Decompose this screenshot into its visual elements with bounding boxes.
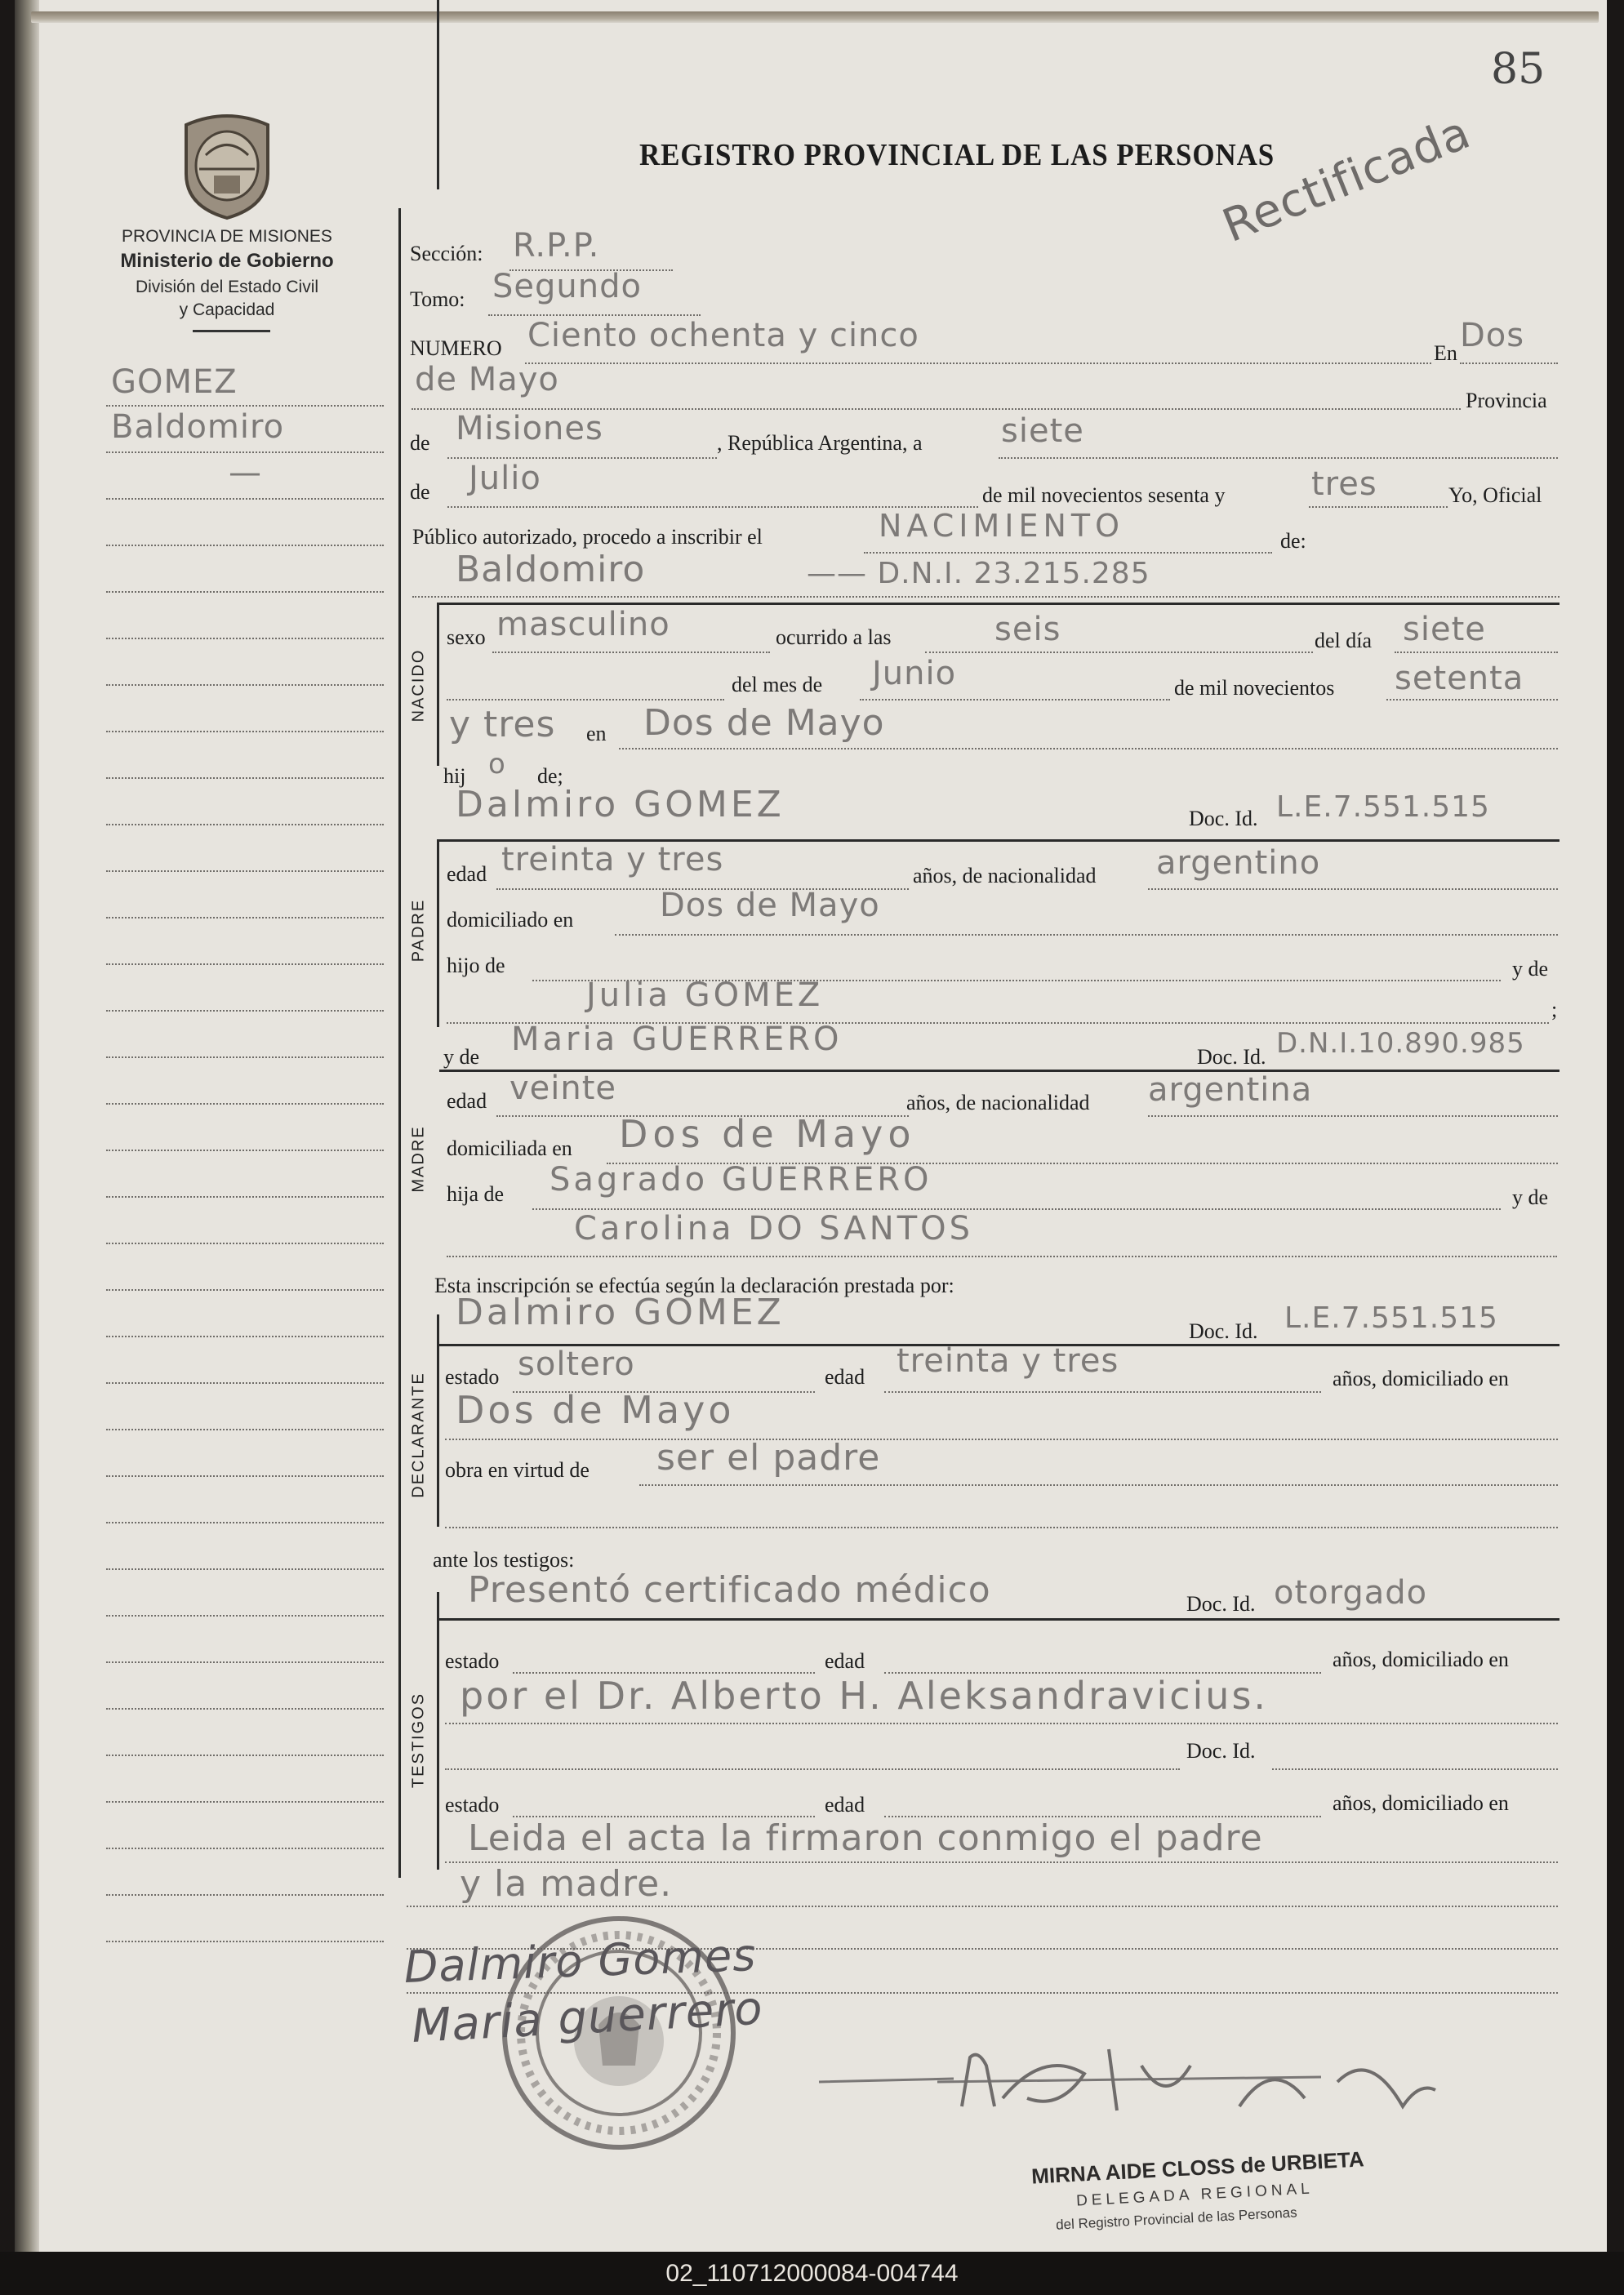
declarante-estado-value: soltero <box>518 1345 635 1383</box>
padre-y-de-label: y de <box>1512 957 1549 981</box>
de-label-2: de <box>410 480 430 504</box>
padre-edad-label: edad <box>447 862 487 886</box>
madre-madre-value: Carolina DO SANTOS <box>574 1210 974 1248</box>
mes-value: Julio <box>469 460 541 497</box>
rectificada-annotation: Rectificada <box>1215 105 1479 253</box>
anio-value: tres <box>1311 465 1377 503</box>
margin-ruled-line <box>106 1475 384 1477</box>
coat-of-arms-seal <box>178 110 276 220</box>
margin-ruled-line <box>106 1708 384 1710</box>
declarante-intro: Esta inscripción se efectúa según la declaración prestada por: <box>434 1274 954 1297</box>
tomo-label: Tomo: <box>410 287 465 311</box>
hijo-label: hij <box>443 764 466 788</box>
margin-ruled-line <box>106 1755 384 1756</box>
margin-ruled-line <box>106 777 384 779</box>
madre-doc-value: D.N.I.10.890.985 <box>1276 1027 1525 1060</box>
declarante-edad-line <box>884 1391 1321 1393</box>
margin-surname: GOMEZ <box>111 363 238 401</box>
testigos-doc2-line <box>1272 1768 1558 1770</box>
document-page <box>15 0 1607 2252</box>
margin-ruled-line <box>106 731 384 732</box>
de-colon-label: de: <box>1280 529 1306 553</box>
margin-ruled-line <box>106 1615 384 1617</box>
book-spine <box>15 0 39 2252</box>
padre-domiciliado-label: domiciliado en <box>447 908 574 932</box>
padre-domicilio-value: Dos de Mayo <box>660 887 880 924</box>
acto-line <box>864 552 1272 554</box>
declarante-domicilio-value: Dos de Mayo <box>456 1388 735 1432</box>
margin-ruled-line <box>106 498 384 500</box>
mes-pre-line <box>447 699 724 701</box>
testigos-edad-label: edad <box>825 1649 865 1673</box>
padre-nacionalidad-label: años, de nacionalidad <box>913 864 1097 887</box>
declarante-obra-label: obra en virtud de <box>445 1458 590 1482</box>
padre-doc-value: L.E.7.551.515 <box>1276 790 1490 824</box>
padre-doc-label: Doc. Id. <box>1189 807 1258 830</box>
madre-domiciliada-label: domiciliada en <box>447 1136 572 1160</box>
ministry-name: Ministerio de Gobierno <box>120 250 334 272</box>
margin-ruled-line <box>106 1336 384 1337</box>
nacido-anio-1: setenta <box>1395 660 1524 697</box>
padre-edad-value: treinta y tres <box>501 841 724 878</box>
signature-mother: Maria guerrero <box>410 1981 765 2053</box>
nacido-mes-line <box>860 699 1170 701</box>
numero-label: NUMERO <box>410 336 502 360</box>
en-label: En <box>1434 341 1457 365</box>
de-mil-label: de mil novecientos sesenta y <box>982 483 1226 507</box>
testigos-line-4: y la madre. <box>460 1863 673 1905</box>
republica-label: , República Argentina, a <box>717 431 923 455</box>
del-mes-label: del mes de <box>732 673 823 696</box>
declarante-nombre-value: Dalmiro GOMEZ <box>456 1292 785 1333</box>
margin-ruled-line <box>106 1243 384 1244</box>
margin-ruled-line <box>106 1010 384 1012</box>
margin-ruled-line <box>106 1941 384 1942</box>
page-top-band <box>31 11 1599 23</box>
testigos-side-label: TESTIGOS <box>409 1692 428 1789</box>
margin-ruled-line <box>106 1661 384 1663</box>
padre-hijo-de-label: hijo de <box>447 954 505 977</box>
margin-ruled-line <box>106 638 384 639</box>
testigos-left-rule <box>437 1592 439 1870</box>
provincia-value: Misiones <box>456 410 603 447</box>
yo-oficial-label: Yo, Oficial <box>1448 483 1542 507</box>
madre-nacionalidad-label: años, de nacionalidad <box>906 1091 1090 1114</box>
margin-ruled-line <box>106 824 384 825</box>
testigos-doc2-pre-line <box>445 1768 1180 1770</box>
margin-ruled-line <box>106 1848 384 1849</box>
margin-ruled-line <box>106 1801 384 1803</box>
header-rule <box>193 330 270 332</box>
sexo-line <box>492 652 770 653</box>
margin-ruled-line <box>106 1196 384 1198</box>
margin-ruled-line <box>106 963 384 965</box>
margin-ruled-line <box>106 451 384 453</box>
testigos-doc-label: Doc. Id. <box>1186 1592 1256 1616</box>
margin-ruled-line <box>106 917 384 918</box>
official-name: MIRNA AIDE CLOSS de URBIETA <box>1030 2146 1365 2189</box>
de-label: de <box>410 431 430 455</box>
hora-value: seis <box>994 611 1061 648</box>
scan-filename: 02_110712000084-004744 <box>0 2252 1624 2295</box>
seccion-value: R.P.P. <box>513 227 600 265</box>
margin-ruled-line <box>106 591 384 593</box>
declarante-side-label: DECLARANTE <box>409 1372 428 1498</box>
nacido-anio-2: y tres <box>449 704 556 745</box>
declarante-doc-value: L.E.7.551.515 <box>1284 1301 1498 1335</box>
nacido-lugar-line <box>619 748 1558 749</box>
nacido-en-label: en <box>586 722 607 745</box>
declarante-left-rule <box>437 1314 439 1527</box>
nombre-line <box>412 596 1559 598</box>
declarante-estado-label: estado <box>445 1365 500 1389</box>
declarante-edad-value: treinta y tres <box>897 1342 1119 1380</box>
official-title: DELEGADA REGIONAL <box>1075 2180 1315 2210</box>
margin-given-name: Baldomiro <box>111 408 285 446</box>
padre-nacionalidad-line <box>1148 888 1558 890</box>
acto-value: NACIMIENTO <box>879 508 1125 544</box>
margin-ruled-line <box>106 1056 384 1058</box>
sexo-label: sexo <box>447 625 486 649</box>
document-title: REGISTRO PROVINCIAL DE LAS PERSONAS <box>639 138 1275 172</box>
margin-ruled-line <box>106 1289 384 1291</box>
official-office: del Registro Provincial de las Personas <box>1055 2204 1298 2233</box>
del-dia-label: del día <box>1315 629 1373 652</box>
declarante-extra-line <box>445 1527 1558 1528</box>
testigos-line-2-rule <box>445 1723 1558 1724</box>
hora-line <box>925 652 1313 653</box>
madre-y-de-label: y de <box>443 1045 480 1069</box>
madre-nacionalidad-value: argentina <box>1148 1071 1313 1109</box>
ocurrido-label: ocurrido a las <box>776 625 892 649</box>
testigos-domiciliado2-label: años, domiciliado en <box>1333 1791 1509 1815</box>
nacido-mes-value: Junio <box>872 655 957 692</box>
madre-hija-de-label: hija de <box>447 1182 505 1206</box>
hijo-suffix-value: o <box>488 748 506 781</box>
madre-edad-label: edad <box>447 1089 487 1113</box>
declarante-virtud-line <box>639 1484 1558 1486</box>
en-line <box>1460 362 1558 364</box>
division-line-1: División del Estado Civil <box>135 278 319 296</box>
padre-nombre-value: Dalmiro GOMEZ <box>456 784 785 825</box>
page-number: 85 <box>1491 45 1546 94</box>
nacido-dia-line <box>1395 652 1558 653</box>
margin-ruled-line <box>106 1894 384 1896</box>
madre-side-label: MADRE <box>409 1125 428 1193</box>
nacido-lugar-value: Dos de Mayo <box>643 702 885 744</box>
seccion-label: Sección: <box>410 242 483 265</box>
hijo-de-label: de; <box>537 764 563 788</box>
madre-nacionalidad-line <box>1148 1115 1558 1117</box>
padre-left-rule <box>437 839 439 1027</box>
publico-label: Público autorizado, procedo a inscribir el <box>412 525 763 549</box>
tomo-line <box>488 314 701 316</box>
dia-value: siete <box>1001 412 1084 450</box>
anio-line <box>1309 506 1448 508</box>
margin-ruled-line <box>106 1103 384 1105</box>
madre-madre-line <box>447 1256 1557 1257</box>
testigos-line-3: Leida el acta la firmaron conmigo el padre <box>468 1817 1263 1859</box>
declarante-domiciliado-label: años, domiciliado en <box>1333 1367 1509 1390</box>
testigos-doc2-label: Doc. Id. <box>1186 1739 1256 1763</box>
testigos-intro: ante los testigos: <box>433 1548 575 1572</box>
madre-edad-value: veinte <box>509 1070 617 1107</box>
margin-ruled-line <box>106 1429 384 1430</box>
province-name: PROVINCIA DE MISIONES <box>122 227 332 246</box>
testigos-estado-label: estado <box>445 1649 500 1673</box>
nacido-left-rule <box>437 603 439 766</box>
madre-padre-value: Sagrado GUERRERO <box>549 1161 932 1199</box>
provincia-line <box>447 457 717 459</box>
madre-y-de-2-label: y de <box>1512 1185 1549 1209</box>
declarante-virtud-value: ser el padre <box>656 1437 881 1479</box>
margin-ruled-line <box>106 1568 384 1570</box>
nacido-top-rule <box>439 603 1559 605</box>
margin-ruled-line <box>106 545 384 546</box>
testigos-line-4-rule <box>407 1906 1558 1907</box>
nacido-side-label: NACIDO <box>409 648 428 723</box>
padre-semicolon: ; <box>1551 998 1558 1021</box>
frame-left-rule <box>398 208 401 1878</box>
nacido-anio-line <box>1386 699 1558 701</box>
de-mil-novecientos-label: de mil novecientos <box>1174 676 1335 700</box>
margin-ruled-line <box>106 405 384 407</box>
testigos-doc-value: otorgado <box>1274 1574 1428 1612</box>
sexo-value: masculino <box>496 606 670 643</box>
madre-domicilio-value: Dos de Mayo <box>619 1112 916 1156</box>
declarante-domicilio-line <box>445 1439 1558 1440</box>
margin-ruled-line <box>106 1382 384 1384</box>
testigos-edad2-label: edad <box>825 1793 865 1817</box>
en-value-1: Dos <box>1460 317 1525 354</box>
en-value-2: de Mayo <box>415 361 559 398</box>
provincia-label: Provincia <box>1466 389 1547 412</box>
dia-line <box>999 457 1558 459</box>
numero-value: Ciento ochenta y cinco <box>527 317 919 354</box>
testigos-top-rule <box>439 1618 1559 1621</box>
madre-doc-label: Doc. Id. <box>1197 1045 1266 1069</box>
margin-ruled-line <box>106 1150 384 1151</box>
testigos-domiciliado-label: años, domiciliado en <box>1333 1648 1509 1671</box>
margin-ruled-line <box>106 870 384 872</box>
testigos-line-1: Presentó certificado médico <box>468 1569 991 1611</box>
declarante-edad-label: edad <box>825 1365 865 1389</box>
official-signature <box>815 2033 1533 2123</box>
nacido-dia-value: siete <box>1403 611 1486 648</box>
madre-nombre-value: Maria GUERRERO <box>511 1021 843 1058</box>
tomo-value: Segundo <box>492 268 642 305</box>
margin-dash: — <box>229 454 262 491</box>
madre-left-rule <box>437 0 439 189</box>
testigos-estado2-label: estado <box>445 1793 500 1817</box>
testigos-line-2: por el Dr. Alberto H. Aleksandravicius. <box>460 1674 1269 1718</box>
padre-madre-value: Julia GOMEZ <box>586 976 824 1014</box>
padre-domicilio-line <box>615 934 1558 936</box>
padre-nacionalidad-value: argentino <box>1156 844 1321 882</box>
numero-line <box>525 362 1431 364</box>
signature-father: Dalmiro Gomes <box>403 1928 758 1993</box>
nombre-value: Baldomiro <box>456 549 646 590</box>
declarante-doc-label: Doc. Id. <box>1189 1319 1258 1343</box>
margin-ruled-line <box>106 684 384 686</box>
dni-value: —— D.N.I. 23.215.285 <box>807 557 1150 590</box>
division-line-2: y Capacidad <box>179 300 275 319</box>
padre-side-label: PADRE <box>409 898 428 963</box>
margin-ruled-line <box>106 1522 384 1523</box>
